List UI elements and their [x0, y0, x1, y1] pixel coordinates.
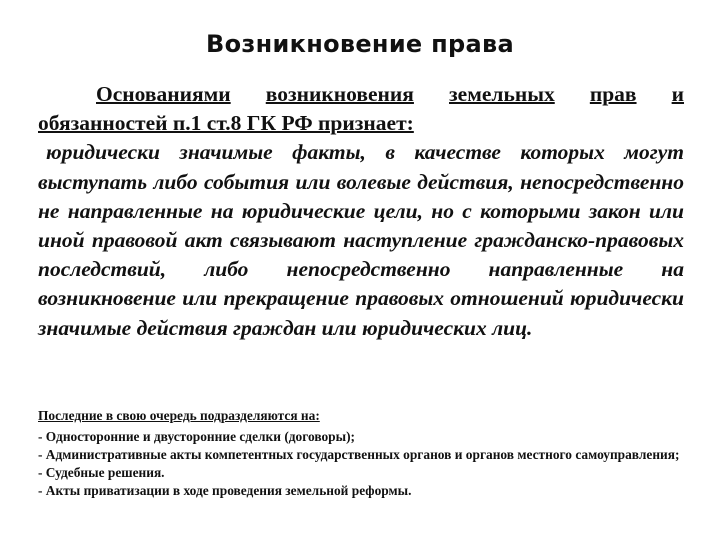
heading-word: Основаниями [96, 82, 231, 106]
legal-basis-heading [38, 80, 684, 138]
subdivision-heading: Последние в свою очередь подразделяются на: [38, 408, 320, 423]
list-item: - Акты приватизации в ходе проведения земельной реформы. [38, 483, 412, 498]
heading-word: прав [589, 82, 637, 106]
heading-word: земельных [449, 82, 555, 106]
list-item: - Односторонние и двусторонние сделки (договоры); [38, 429, 356, 444]
heading-tail: обязанностей п.1 ст.8 ГК РФ признает: [38, 111, 414, 136]
legal-facts-text [38, 138, 684, 342]
list-item: - Административные акты компетентных государственных органов и органов местного самоуправления; [38, 447, 680, 462]
main-paragraph [38, 80, 684, 343]
slide-title: Возникновение права [205, 30, 515, 58]
heading-word: возникновения [265, 82, 414, 106]
subdivision-list [38, 428, 684, 500]
legal-facts-body: юридически значимые факты, в качестве которых могут выступать либо события или волевые действия, непосредственно не направленные на юридические цели, но с которыми закон или иной правовой акт связывают наступление гражданско-правовых последствий, либо непосредственно направленные на возникновение или прекращение правовых отношений юридически значимые действия граждан или юридических лиц. [38, 140, 684, 340]
list-item: - Судебные решения. [38, 465, 165, 480]
subdivision-section [38, 407, 684, 500]
heading-word: и [671, 82, 685, 106]
